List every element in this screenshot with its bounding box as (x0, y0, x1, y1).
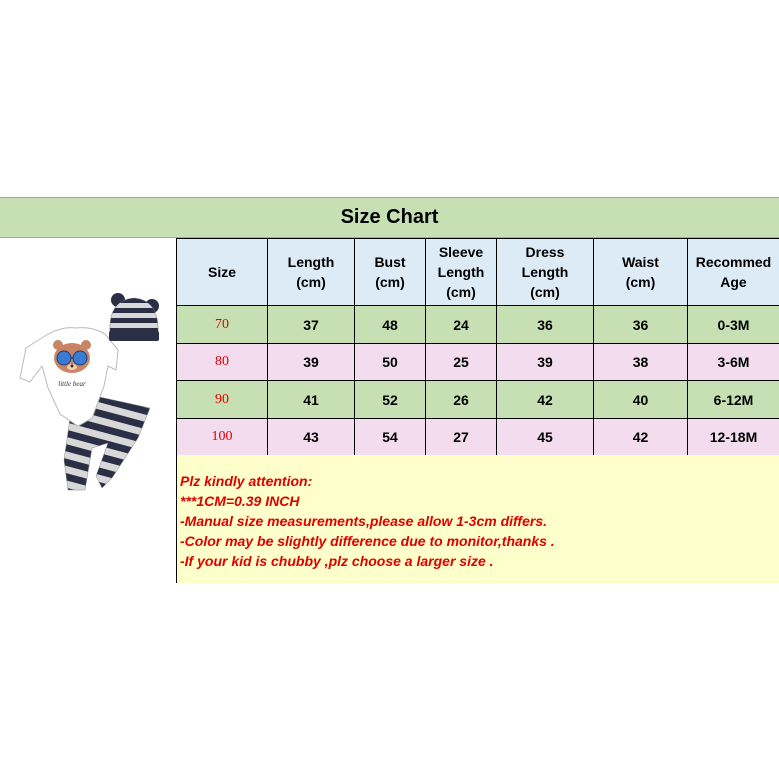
cell-bust: 54 (355, 419, 426, 456)
cell-length: 37 (268, 306, 355, 344)
cell-dress-length: 39 (497, 344, 594, 381)
table-row (177, 344, 779, 381)
header-dress-length: Dress Length (cm) (497, 239, 594, 306)
cell-sleeve-length: 26 (426, 381, 497, 419)
striped-hat (109, 293, 159, 341)
cell-dress-length: 42 (497, 381, 594, 419)
cell-dress-length: 36 (497, 306, 594, 344)
cell-age: 12-18M (688, 419, 779, 456)
cell-waist: 38 (594, 344, 688, 381)
cell-sleeve-length: 27 (426, 419, 497, 456)
note-line: -Color may be slightly difference due to monitor,thanks . (180, 533, 555, 549)
note-line: Plz kindly attention: (180, 473, 313, 489)
cell-age: 3-6M (688, 344, 779, 381)
product-image (0, 238, 176, 583)
cell-dress-length: 45 (497, 419, 594, 456)
cell-size: 70 (177, 306, 268, 344)
cell-waist: 42 (594, 419, 688, 456)
cell-size: 90 (177, 381, 268, 419)
attention-notes (176, 455, 779, 583)
cell-sleeve-length: 25 (426, 344, 497, 381)
cell-bust: 52 (355, 381, 426, 419)
cell-length: 43 (268, 419, 355, 456)
cell-bust: 50 (355, 344, 426, 381)
note-line: ***1CM=0.39 INCH (180, 493, 300, 509)
size-chart-table (176, 238, 779, 456)
header-sleeve-length: Sleeve Length (cm) (426, 239, 497, 306)
size-chart-title: Size Chart (0, 197, 779, 238)
table-row (177, 306, 779, 344)
cell-length: 41 (268, 381, 355, 419)
cell-waist: 40 (594, 381, 688, 419)
table-row (177, 419, 779, 456)
header-size: Size (177, 239, 268, 306)
header-bust: Bust (cm) (355, 239, 426, 306)
table-row (177, 381, 779, 419)
cell-waist: 36 (594, 306, 688, 344)
table-header-row (177, 239, 779, 306)
cell-age: 6-12M (688, 381, 779, 419)
note-line: -Manual size measurements,please allow 1-3cm differs. (180, 513, 548, 529)
cell-age: 0-3M (688, 306, 779, 344)
header-waist: Waist (cm) (594, 239, 688, 306)
baby-outfit-illustration (0, 238, 176, 583)
cell-size: 80 (177, 344, 268, 381)
cell-sleeve-length: 24 (426, 306, 497, 344)
cell-bust: 48 (355, 306, 426, 344)
cell-length: 39 (268, 344, 355, 381)
note-line: -If your kid is chubby ,plz choose a larger size . (180, 553, 494, 569)
bodysuit-print-text: little bear (58, 380, 86, 388)
header-length: Length (cm) (268, 239, 355, 306)
header-recommend-age: Recommed Age (688, 239, 779, 306)
cell-size: 100 (177, 419, 268, 456)
